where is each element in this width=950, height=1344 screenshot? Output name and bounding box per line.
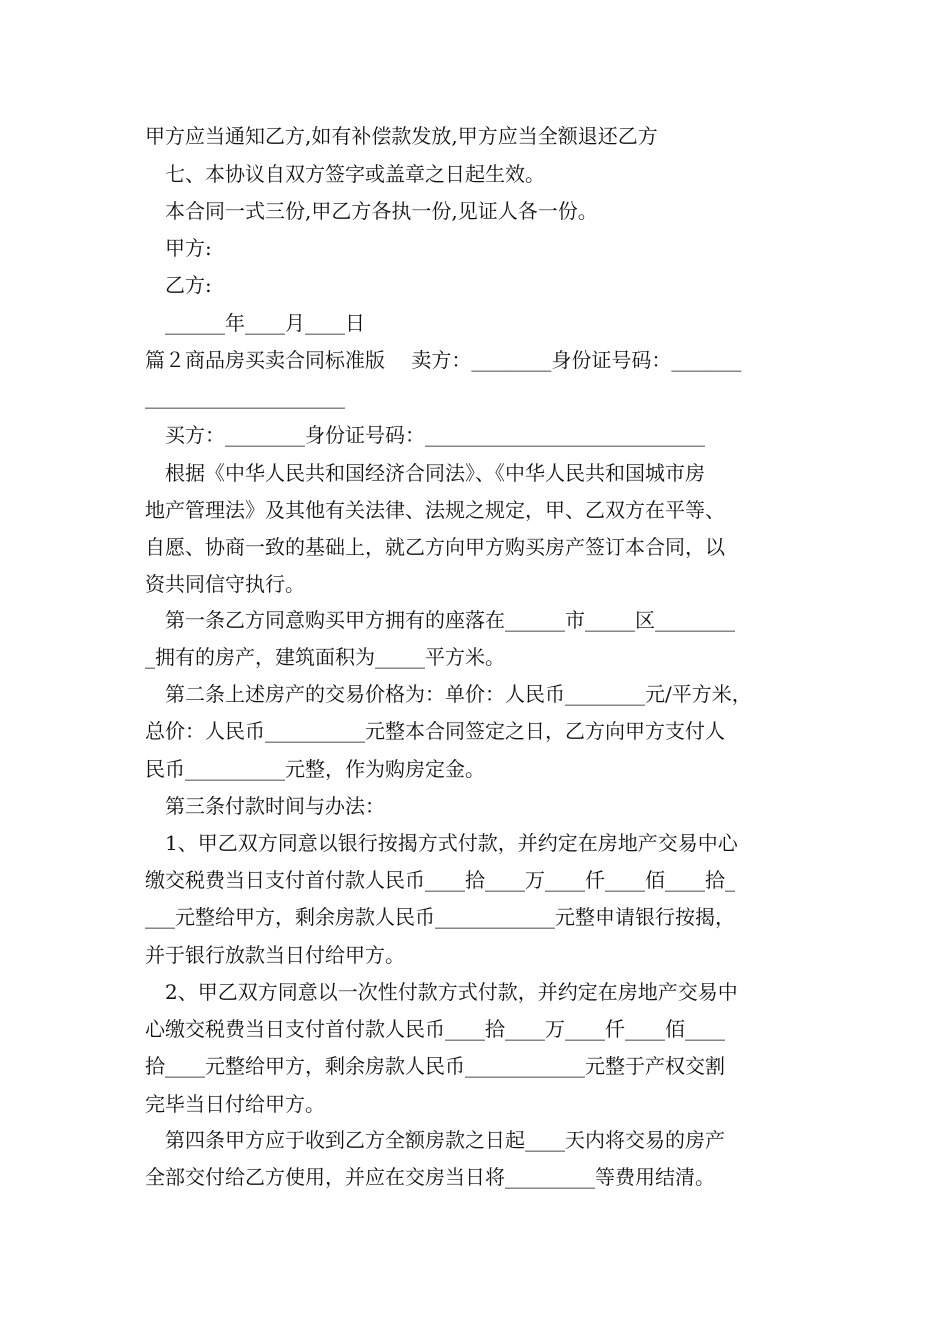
article-3: 第三条付款时间与办法： [145,794,385,818]
text-line: 根据《中华人民共和国经济合同法》、《中华人民共和国城市房 [145,461,705,485]
text-line: 完毕当日付给甲方。 [145,1092,325,1116]
text-line: 拾____元整给甲方，剩余房款人民币____________元整于产权交割 [145,1054,725,1078]
party-b-label: 乙方: [145,273,212,297]
party-a-label: 甲方: [145,236,212,260]
section-heading: 篇２商品房买卖合同标准版 卖方：________身份证号码：_______ [145,348,742,372]
date-line: ______年____月____日 [145,311,365,335]
text-line: 心缴交税费当日支付首付款人民币____拾____万____仟____佰____ [145,1017,725,1041]
text-line: 甲方应当通知乙方,如有补偿款发放,甲方应当全额退还乙方 [145,124,658,148]
text-line: 缴交税费当日支付首付款人民币____拾____万____仟____佰____拾_ [145,868,735,892]
text-line: 并于银行放款当日付给甲方。 [145,943,405,967]
text-line: _拥有的房产，建筑面积为_____平方米。 [145,645,505,669]
buyer-line: 买方：________身份证号码：____________________________ [145,423,705,447]
text-line: ____________________ [145,385,345,409]
article-4: 第四条甲方应于收到乙方全额房款之日起____天内将交易的房产 [145,1128,725,1152]
text-line: ___元整给甲方，剩余房款人民币____________元整申请银行按揭， [145,905,735,929]
text-line: 1、甲乙双方同意以银行按揭方式付款，并约定在房地产交易中心 [145,831,738,855]
text-line: 全部交付给乙方使用，并应在交房当日将_________等费用结清。 [145,1165,715,1189]
article-2: 第二条上述房产的交易价格为：单价：人民币________元/平方米， [145,682,752,706]
text-line: 民币__________元整，作为购房定金。 [145,757,485,781]
text-line: 七、本协议自双方签字或盖章之日起生效。 [145,162,545,186]
text-line: 地产管理法》及其他有关法律、法规之规定，甲、乙双方在平等、 [145,498,725,522]
text-line: 总价：人民币__________元整本合同签定之日，乙方向甲方支付人 [145,719,725,743]
text-line: 自愿、协商一致的基础上，就乙方向甲方购买房产签订本合同，以 [145,535,725,559]
text-line: 资共同信守执行。 [145,572,305,596]
text-line: 2、甲乙双方同意以一次性付款方式付款，并约定在房地产交易中 [145,980,738,1004]
text-line: 本合同一式三份,甲乙方各执一份,见证人各一份。 [145,199,598,223]
article-1: 第一条乙方同意购买甲方拥有的座落在______市_____区________ [145,608,735,632]
